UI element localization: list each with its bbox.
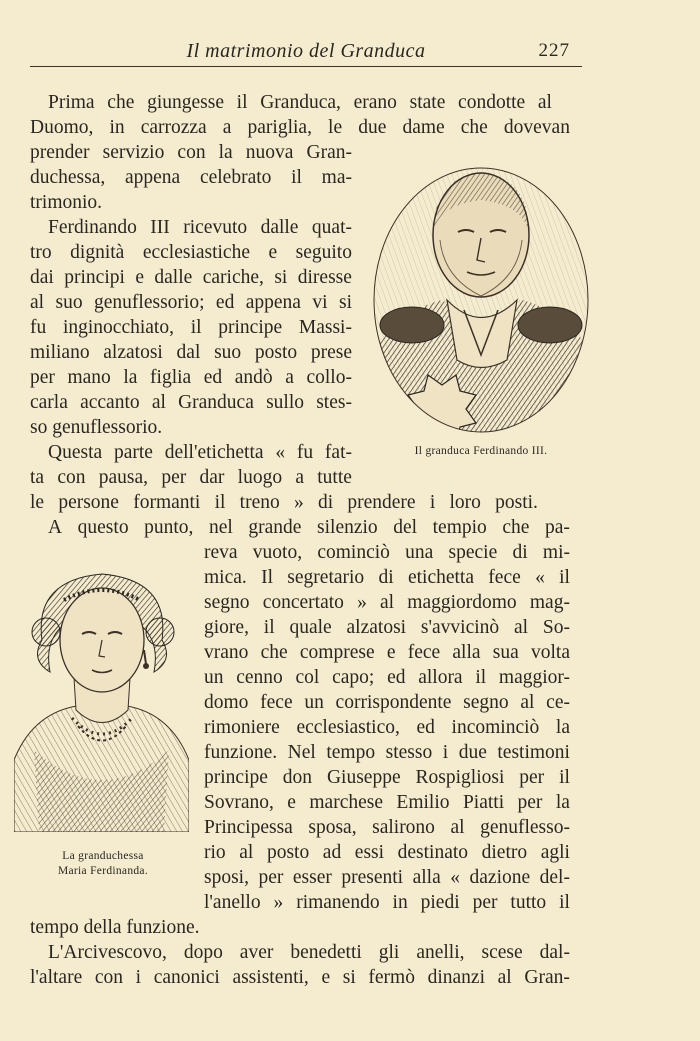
text-line: le persone formanti il treno » di prendere i loro posti. — [30, 492, 538, 513]
text-line: rio al posto ad essi destinato dietro agli — [204, 842, 570, 863]
text-line: tro dignità ecclesiastiche e seguito — [30, 242, 352, 263]
text-line: sposi, per esser presenti alla « dazione del- — [204, 867, 570, 888]
text-line: trimonio. — [30, 192, 103, 213]
text-line: domo fece un corrispondente segno al ce- — [204, 692, 570, 713]
text-line: Ferdinando III ricevuto dalle quat- — [48, 217, 352, 238]
maria-portrait — [14, 560, 189, 832]
text-line: giore, il quale alzatosi s'avvicinò al So- — [204, 617, 570, 638]
text-line: un cenno col capo; ed allora il maggior- — [204, 667, 570, 688]
text-line: miliano alzatosi dal suo posto prese — [30, 342, 352, 363]
text-line: fu inginocchiato, il principe Massi- — [30, 317, 352, 338]
maria-caption-line-2: Maria Ferdinanda. — [57, 865, 149, 877]
text-line: A questo punto, nel grande silenzio del tempio che pa- — [48, 517, 570, 538]
running-title: Il matrimonio del Granduca — [186, 40, 426, 62]
text-line: Duomo, in carrozza a pariglia, le due dame che dovevan — [30, 117, 570, 138]
text-line: vrano che comprese e fece alla sua volta — [204, 642, 570, 663]
text-line: dai principi e dalle cariche, si diresse — [30, 267, 352, 288]
text-line: l'altare con i canonici assistenti, e si fermò dinanzi al Gran- — [30, 967, 570, 988]
text-line: reva vuoto, cominciò una specie di mi- — [204, 542, 570, 563]
maria-caption-line-1: La granduchessa — [62, 850, 144, 862]
ferdinando-portrait — [372, 160, 590, 435]
maria-portrait-image — [14, 560, 189, 832]
text-line: Sovrano, e marchese Emilio Piatti per la — [204, 792, 570, 813]
text-line: per mano la figlia ed andò a collo- — [30, 367, 352, 388]
text-line: so genuflessorio. — [30, 417, 163, 438]
text-line: l'anello » rimanendo in piedi per tutto il — [204, 892, 570, 913]
text-line: L'Arcivescovo, dopo aver benedetti gli anelli, scese dal- — [48, 942, 570, 963]
text-line: prender servizio con la nuova Gran- — [30, 142, 352, 163]
text-line: segno concertato » al maggiordomo mag- — [204, 592, 570, 613]
text-line: rimoniere ecclesiastico, ed incominciò la — [204, 717, 570, 738]
running-header — [30, 36, 582, 67]
text-line: carla accanto al Granduca sullo stes- — [30, 392, 352, 413]
text-line: Questa parte dell'etichetta « fu fat- — [48, 442, 352, 463]
text-line: funzione. Nel tempo stesso i due testimoni — [204, 742, 570, 763]
text-line: ta con pausa, per dar luogo a tutte — [30, 467, 352, 488]
text-line: mica. Il segretario di etichetta fece « il — [204, 567, 570, 588]
text-line: duchessa, appena celebrato il ma- — [30, 167, 352, 188]
ferdinando-portrait-image — [372, 160, 590, 435]
text-line: Principessa sposa, salirono al genuflesso- — [204, 817, 570, 838]
page-number: 227 — [538, 40, 570, 61]
text-line: principe don Giuseppe Rospigliosi per il — [204, 767, 570, 788]
text-line: tempo della funzione. — [30, 917, 200, 938]
text-line: Prima che giungesse il Granduca, erano state condotte al — [48, 92, 552, 113]
ferdinando-caption: Il granduca Ferdinando III. — [414, 445, 548, 457]
text-line: al suo genuflessorio; ed appena vi si — [30, 292, 352, 313]
